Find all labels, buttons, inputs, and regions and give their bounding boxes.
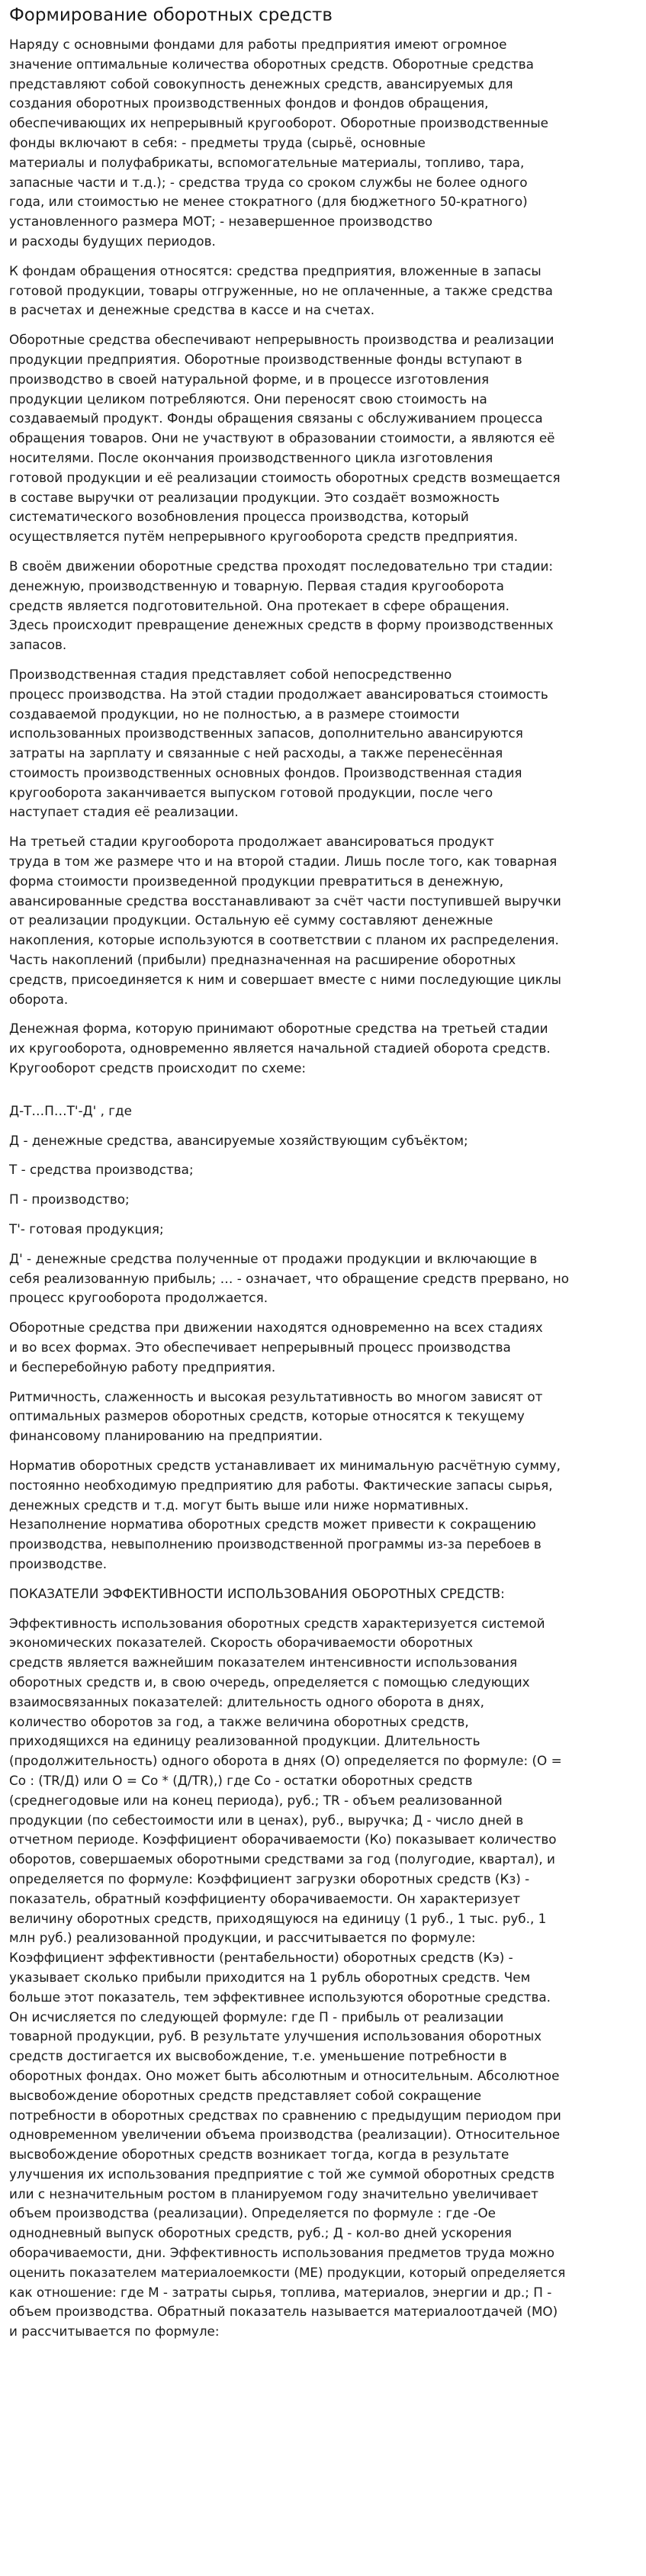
- article-body: [9, 35, 635, 2342]
- paragraph-circulation-funds: К фондам обращения относятся: средства предприятия, вложенные в запасы готовой продукции, товары отгруженные, но не оплаченные, а также средства в расчетах и денежные средства в кассе и на счетах.: [9, 262, 553, 318]
- paragraph-rhythm: Ритмичность, слаженность и высокая результативность во многом зависят от оптимальных размеров оборотных средств, которые относятся к текущему финансовому планированию на предприятии.: [9, 1388, 543, 1444]
- section-heading-indicators: ПОКАЗАТЕЛИ ЭФФЕКТИВНОСТИ ИСПОЛЬЗОВАНИЯ ОБОРОТНЫХ СРЕДСТВ:: [9, 1585, 505, 1601]
- paragraph-efficiency: Эффективность использования оборотных средств характеризуется системой экономических показателей. Скорость оборачиваемости оборотных средств является важнейшим показателем интенсивности использования оборотных средств и, в свою очередь, определяется с помощью следующих взаимосвязанных показателей: длительность одного оборота в днях, количество оборотов за год, а также величина оборотных средств, приходящихся на единицу реализованной продукции. Длительность (продолжительность) одного оборота в днях (О) определяется по формуле: (О = Со : (ТR/Д) или О = Со * (Д/ТR),) где Со - остатки оборотных средств (среднегодовые или на конец периода), руб.; ТR - объем реализованной продукции (по себестоимости или в ценах), руб., выручка; Д - число дней в отчетном периоде. Коэффициент оборачиваемости (Ко) показывает количество оборотов, совершаемых оборотными средствами за год (полугодие, квартал), и определяется по формуле: Коэффициент загрузки оборотных средств (Кз) - показатель, обратный коэффициенту оборачиваемости. Он характеризует величину оборотных средств, приходящуюся на единицу (1 руб., 1 тыс. руб., 1 млн руб.) реализованной продукции, и рассчитывается по формуле: Коэффициент эффективности (рентабельности) оборотных средств (Кэ) - указывает сколько прибыли приходится на 1 рубль оборотных средств. Чем больше этот показатель, тем эффективнее используются оборотные средства. Он исчисляется по следующей формуле: где П - прибыль от реализации товарной продукции, руб. В результате улучшения использования оборотных средств достигается их высвобождение, т.е. уменьшение потребности в оборотных фондах. Оно может быть абсолютным и относительным. Абсолютное высвобождение оборотных средств представляет собой сокращение потребности в оборотных средствах по сравнению с предыдущим периодом при одновременном увеличении объема производства (реализации). Относительное высвобождение оборотных средств возникает тогда, когда в результате улучшения их использования предприятие с той же суммой оборотных средств или с незначительным ростом в планируемом году значительно увеличивает объем производства (реализации). Определяется по формуле : где -Ое однодневный выпуск оборотных средств, руб.; Д - кол-во дней ускорения оборачиваемости, дни. Эффективность использования предметов труда можно оценить показателем материалоемкости (МЕ) продукции, который определяется как отношение: где М - затраты сырья, топлива, материалов, энергии и др.; П - объем производства. Обратный показатель называется материалоотдачей (МО) и рассчитывается по формуле:: [9, 1615, 566, 2340]
- scheme-term-t-prime: Т'- готовая продукция;: [9, 1221, 164, 1237]
- paragraph-continuity: Оборотные средства обеспечивают непрерывность производства и реализации продукции предприятия. Оборотные производственные фонды вступают в производство в своей натуральной форме, и в процессе изготовления продукции целиком потребляются. Они переносят свою стоимость на создаваемый продукт. Фонды обращения связаны с обслуживанием процесса обращения товаров. Они не участвуют в образовании стоимости, а являются её носителями. После окончания производственного цикла изготовления готовой продукции и её реализации стоимость оборотных средств возмещается в составе выручки от реализации продукции. Это создаёт возможность систематического возобновления процесса производства, который осуществляется путём непрерывного кругооборота средств предприятия.: [9, 332, 561, 545]
- paragraph-production-stage: Производственная стадия представляет собой непосредственно процесс производства. На этой стадии продолжает авансироваться стоимость создаваемой продукции, но не полностью, а в размере стоимости использованных производственных запасов, дополнительно авансируются затраты на зарплату и связанные с ней расходы, а также перенесённая стоимость производственных основных фондов. Производственная стадия кругооборота заканчивается выпуском готовой продукции, после чего наступает стадия её реализации.: [9, 666, 548, 820]
- paragraph-intro: Наряду с основными фондами для работы предприятия имеют огромное значение оптимальные количества оборотных средств. Оборотные средства представляют собой совокупность денежных средств, авансируемых для создания оборотных производственных фондов и фондов обращения, обеспечивающих их непрерывный кругооборот. Оборотные производственные фонды включают в себя: - предметы труда (сырьё, основные материалы и полуфабрикаты, вспомогательные материалы, топливо, тара, запасные части и т.д.); - средства труда со сроком службы не более одного года, или стоимостью не менее стократного (для бюджетного 50-кратного) установленного размера МОТ; - незавершенное производство и расходы будущих периодов.: [9, 37, 548, 249]
- paragraph-third-stage: На третьей стадии кругооборота продолжает авансироваться продукт труда в том же размере что и на второй стадии. Лишь после того, как товарная форма стоимости произведенной продукции превратиться в денежную, авансированные средства восстанавливают за счёт части поступившей выручки от реализации продукции. Остальную её сумму составляют денежные накопления, которые используются в соответствии с планом их распределения. Часть накоплений (прибыли) предназначенная на расширение оборотных средств, присоединяется к ним и совершает вместе с ними последующие циклы оборота.: [9, 834, 561, 1007]
- scheme-term-d-prime: Д' - денежные средства полученные от продажи продукции и включающие в себя реализованную прибыль; … - означает, что обращение средств прервано, но процесс кругооборота продолжается.: [9, 1250, 570, 1306]
- paragraph-scheme-intro: Денежная форма, которую принимают оборотные средства на третьей стадии их кругооборота, одновременно является начальной стадией оборота средств. Кругооборот средств происходит по схеме:: [9, 1021, 551, 1076]
- scheme-term-d: Д - денежные средства, авансируемые хозяйствующим субъёктом;: [9, 1132, 468, 1148]
- scheme-formula: Д-Т…П…Т'-Д' , где: [9, 1102, 132, 1118]
- paragraph-norm: Норматив оборотных средств устанавливает их минимальную расчётную сумму, постоянно необходимую предприятию для работы. Фактические запасы сырья, денежных средств и т.д. могут быть выше или ниже нормативных. Незаполнение норматива оборотных средств может привести к сокращению производства, невыполнению производственной программы из-за перебоев в производстве.: [9, 1458, 561, 1571]
- scheme-term-t: Т - средства производства;: [9, 1162, 194, 1178]
- scheme-term-p: П - производство;: [9, 1192, 130, 1208]
- page-title: Формирование оборотных средств: [9, 5, 333, 25]
- paragraph-all-stages: Оборотные средства при движении находятся одновременно на всех стадиях и во всех формах. Это обеспечивает непрерывный процесс производства и бесперебойную работу предприятия.: [9, 1320, 543, 1375]
- paragraph-three-stages: В своём движении оборотные средства проходят последовательно три стадии: денежную, производственную и товарную. Первая стадия кругооборота средств является подготовительной. Она протекает в сфере обращения. Здесь происходит превращение денежных средств в форму производственных запасов.: [9, 558, 554, 653]
